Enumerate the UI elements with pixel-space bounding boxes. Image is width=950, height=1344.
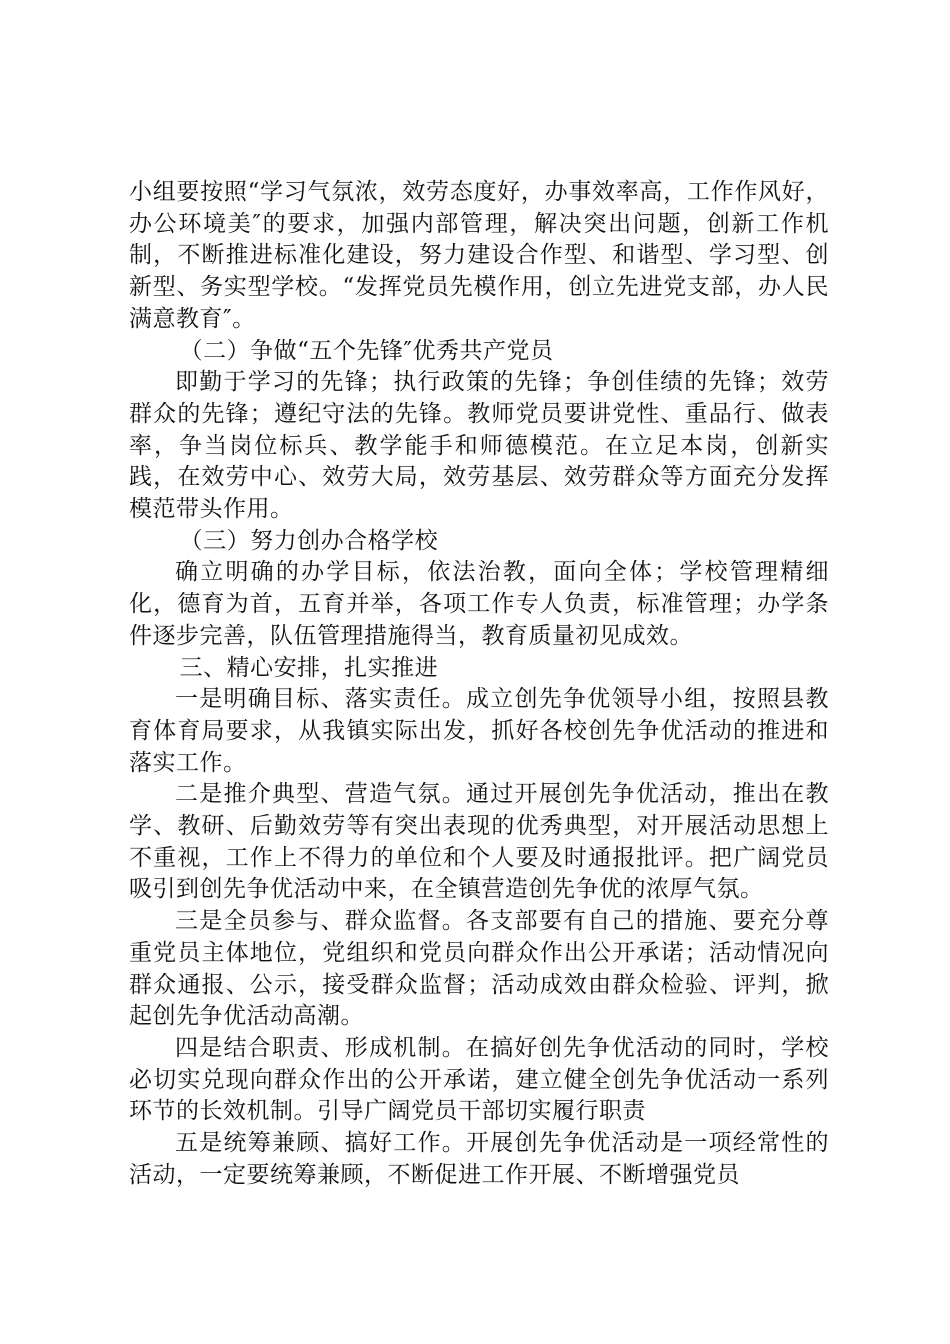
document-body <box>129 177 829 1192</box>
paragraph-point-one: 一是明确目标、落实责任。成立创先争优领导小组，按照县教育体育局要求，从我镇实际出发，抓好各校创先争优活动的推进和落实工作。 <box>129 686 829 776</box>
section-heading-two: （二）争做“五个先锋″优秀共产党员 <box>179 337 554 364</box>
paragraph-qualified-school: 确立明确的办学目标，依法治教，面向全体；学校管理精细化，德育为首，五育并举，各项工作专人负责，标准管理；办学条件逐步完善，队伍管理措施得当，教育质量初见成效。 <box>129 559 829 649</box>
paragraph-five-pioneers: 即勤于学习的先锋；执行政策的先锋；争创佳绩的先锋；效劳群众的先锋；遵纪守法的先锋。教师党员要讲党性、重品行、做表率，争当岗位标兵、教学能手和师德模范。在立足本岗，创新实践，在效劳中心、效劳大局，效劳基层、效劳群众等方面充分发挥模范带头作用。 <box>129 369 829 523</box>
paragraph-intro: 小组要按照“学习气氛浓，效劳态度好，办事效率高，工作作风好，办公环境美″的要求，加强内部管理，解决突出问题，创新工作机制，不断推进标准化建设，努力建设合作型、和谐型、学习型、创新型、务实型学校。“发挥党员先模作用，创立先进党支部，办人民满意教育″。 <box>129 179 829 332</box>
paragraph-point-two: 二是推介典型、营造气氛。通过开展创先争优活动，推出在教学、教研、后勤效劳等有突出表现的优秀典型，对开展活动思想上不重视，工作上不得力的单位和个人要及时通报批评。把广阔党员吸引到创先争优活动中来，在全镇营造创先争优的浓厚气氛。 <box>129 781 829 903</box>
section-heading-arrangement: 三、精心安排，扎实推进 <box>179 654 439 681</box>
paragraph-point-five: 五是统筹兼顾、搞好工作。开展创先争优活动是一项经常性的活动，一定要统筹兼顾，不断促进工作开展、不断增强党员 <box>129 1130 829 1188</box>
paragraph-point-three: 三是全员参与、群众监督。各支部要有自己的措施、要充分尊重党员主体地位，党组织和党员向群众作出公开承诺；活动情况向群众通报、公示，接受群众监督；活动成效由群众检验、评判，掀起创先争优活动高潮。 <box>129 908 829 1030</box>
section-heading-three: （三）努力创办合格学校 <box>179 527 439 554</box>
paragraph-point-four: 四是结合职责、形成机制。在搞好创先争优活动的同时，学校必切实兑现向群众作出的公开承诺，建立健全创先争优活动一系列环节的长效机制。引导广阔党员干部切实履行职责 <box>129 1034 829 1125</box>
